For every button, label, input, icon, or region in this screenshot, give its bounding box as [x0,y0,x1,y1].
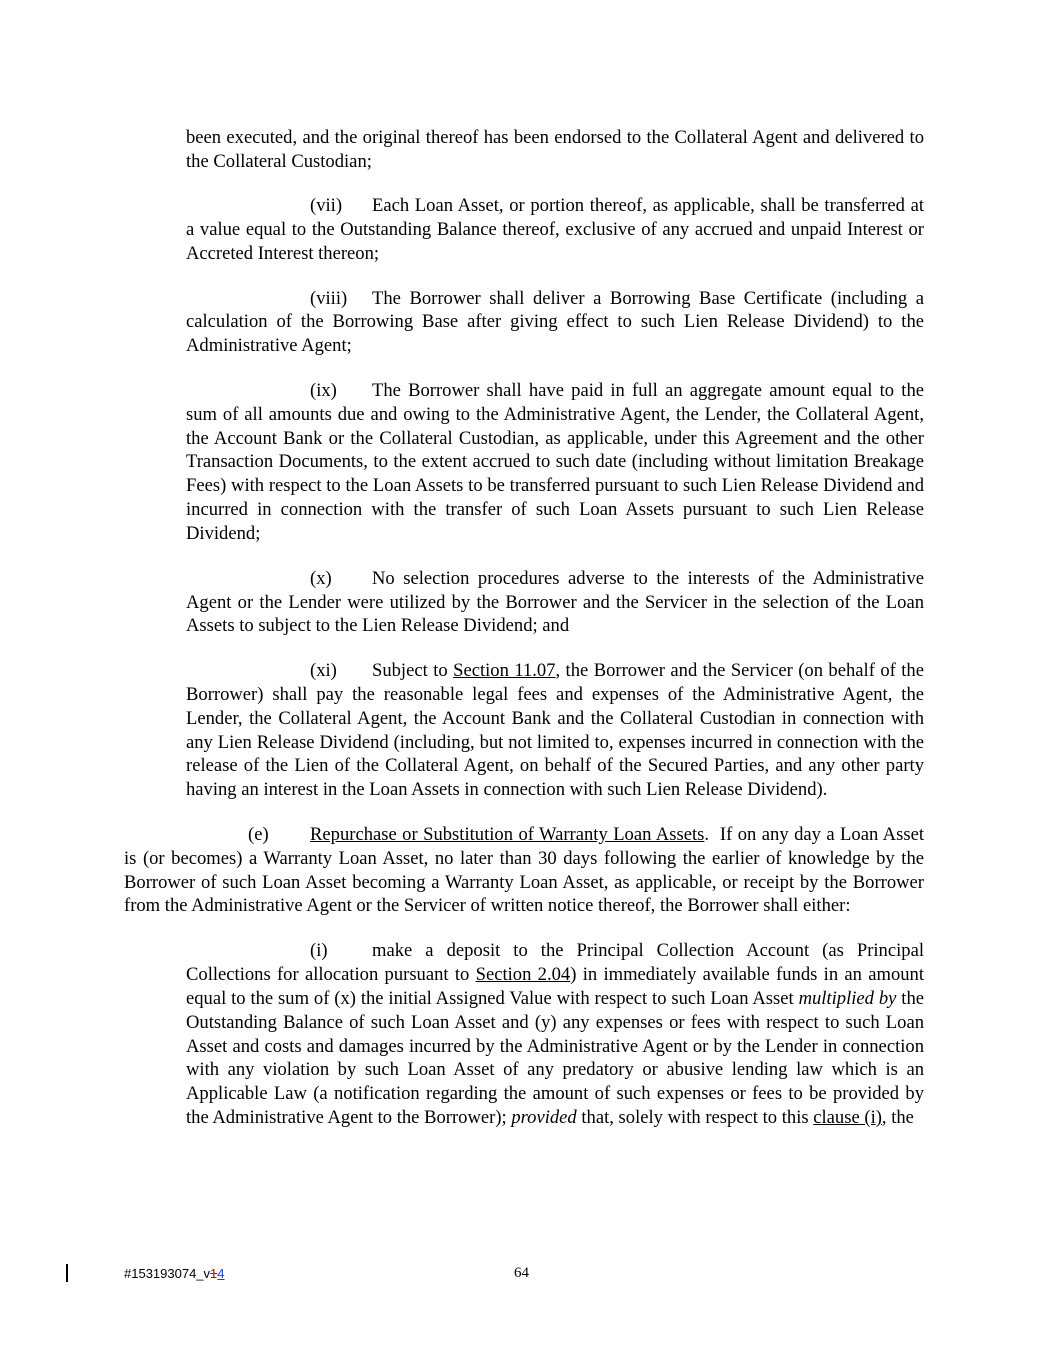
continuation-text: been executed, and the original thereof has been endorsed to the Collateral Agent and delivered to the Collateral Custodian; [186,127,924,172]
section-11-07-reference: Section 11.07 [453,659,556,681]
clause-xi [186,659,924,802]
clause-i-text-5: , the [881,1107,914,1129]
footer-document-id [124,1266,225,1281]
clause-ix-label: (ix) [310,379,337,401]
document-body [124,126,924,1151]
page-number: 64 [514,1265,529,1281]
section-e-heading-end: . [704,823,710,845]
clause-viii-label: (viii) [310,287,348,309]
clause-i-text-2: ) in immediately available funds in an amount equal to the sum of (x) the initial Assigned Value with respect to such Loan Asset [186,963,925,1009]
section-e-text: If on any day a Loan Asset is (or becomes) a Warranty Loan Asset, no later than 30 days following the earlier of knowledge by the Borrower of such Loan Asset becoming a Warranty Loan Asset, as applicable, or receipt by the Borrower from the Administrative Agent or the Servicer of written notice thereof, the Borrower shall either: [124,823,925,917]
clause-x-label: (x) [310,567,332,589]
clause-vii [186,194,924,266]
provided-emphasis: provided [511,1107,577,1129]
clause-i-reference: clause (i) [813,1107,882,1129]
clause-viii-text: The Borrower shall deliver a Borrowing Base Certificate (including a calculation of the Borrowing Base after giving effect to such Lien Release Dividend) to the Administrative Agent; [186,287,924,357]
clause-vii-label: (vii) [310,195,343,217]
clause-i-text-4: that, solely with respect to this [576,1107,814,1129]
revision-change-bar [66,1264,68,1282]
clause-ix [186,379,924,546]
clause-vii-text: Each Loan Asset, or portion thereof, as applicable, shall be transferred at a value equal to the Outstanding Balance thereof, exclusive of any accrued and unpaid Interest or Accreted Interest thereon; [186,195,924,265]
clause-x-text: No selection procedures adverse to the interests of the Administrative Agent or the Lender were utilized by the Borrower and the Servicer in the selection of the Loan Assets to subject to the Lien Release Dividend; and [186,567,924,637]
clause-ix-text: The Borrower shall have paid in full an aggregate amount equal to the sum of all amounts due and owing to the Administrative Agent, the Lender, the Collateral Agent, the Account Bank or the Collateral Custodian, as applicable, under this Agreement and the other Transaction Documents, to the extent accrued to such date (including without limitation Breakage Fees) with respect to the Loan Assets to be transferred pursuant to such Lien Release Dividend and incurred in connection with the transfer of such Loan Assets pursuant to such Lien Release Dividend; [186,379,924,545]
continuation-paragraph [186,126,924,174]
section-e-label: (e) [248,823,269,845]
clause-xi-pre: Subject to [372,659,454,681]
clause-i-label: (i) [310,939,328,961]
multiplied-by-emphasis: multiplied by [798,987,897,1009]
clause-i [186,939,924,1130]
clause-i-text-3: the Outstanding Balance of such Loan Asset and (y) any expenses or fees with respect to such Loan Asset and costs and damages incurred by the Administrative Agent or by the Lender in connection with any violation by such Loan Asset of any predatory or abusive lending law which is an Applicable Law (a notification regarding the amount of such expenses or fees to be provided by the Administrative Agent to the Borrower); [186,987,924,1129]
section-e [124,823,924,919]
clause-xi-label: (xi) [310,659,337,681]
revision-deleted-text: 1 [210,1266,218,1281]
section-2-04-reference: Section 2.04 [475,963,571,985]
section-e-heading: Repurchase or Substitution of Warranty Loan Assets [310,823,705,845]
clause-i-text-1: make a deposit to the Principal Collection Account (as Principal Collections for allocation pursuant to [186,939,924,985]
clause-x [186,567,924,639]
clause-viii [186,287,924,359]
doc-id-text: #153193074_v [124,1266,211,1281]
clause-xi-post: , the Borrower and the Servicer (on behalf of the Borrower) shall pay the reasonable legal fees and expenses of the Administrative Agent, the Lender, the Collateral Agent, the Account Bank and the Collateral Custodian in connection with any Lien Release Dividend (including, but not limited to, expenses incurred in connection with the release of the Lien of the Collateral Agent, on behalf of the Secured Parties, and any other party having an interest in the Loan Assets in connection with such Lien Release Dividend). [186,659,924,801]
revision-inserted-text: 4 [217,1266,225,1281]
